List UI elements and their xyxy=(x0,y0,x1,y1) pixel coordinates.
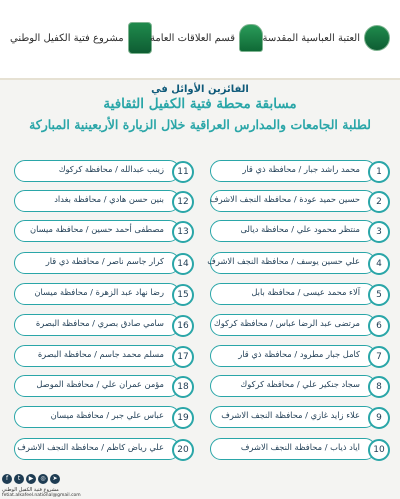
header-banner xyxy=(0,0,400,80)
winner-name: علاء زايد غازي / محافظة النجف الاشرف xyxy=(221,410,360,420)
winner-row xyxy=(208,438,390,462)
winner-name: سجاد جنكير علي / محافظة كركوك xyxy=(240,379,360,389)
public-relations-logo xyxy=(150,18,263,58)
winner-number: 19 xyxy=(172,407,194,429)
shrine-seal-icon xyxy=(364,25,390,51)
telegram-icon[interactable]: ➤ xyxy=(50,474,60,484)
winner-name: علي رياض كاظم / محافظة النجف الاشرف xyxy=(17,442,164,452)
winner-name: رضا نهاد عبد الزهرة / محافظة ميسان xyxy=(34,287,164,297)
abbas-shrine-logo-text: العتبة العباسية المقدسة xyxy=(262,32,360,44)
winner-row xyxy=(12,406,194,430)
winner-name: سامي صادق بصري / محافظة البصرة xyxy=(35,318,164,328)
winner-name: زينب عبدالله / محافظة كركوك xyxy=(58,164,164,174)
winner-row xyxy=(12,345,194,369)
winner-number: 6 xyxy=(368,315,390,337)
winner-number: 20 xyxy=(172,439,194,461)
winner-row xyxy=(208,220,390,244)
winner-name: بنين حسن هادي / محافظة بغداد xyxy=(54,194,164,204)
title-line-1: مسابقة محطة فتية الكفيل الثقافية xyxy=(103,96,297,112)
winner-number: 13 xyxy=(172,221,194,243)
footer-email[interactable]: fetiat.alkafeel.national@gmail.com xyxy=(2,493,81,498)
title-area xyxy=(0,84,400,140)
winner-number: 12 xyxy=(172,191,194,213)
winner-row xyxy=(12,160,194,184)
dome-emblem-icon xyxy=(239,24,263,52)
winner-row xyxy=(12,438,194,462)
title-line-2: لطلبة الجامعات والمدارس العراقية خلال الزيارة الأربعينية المباركة xyxy=(29,117,371,132)
abbas-shrine-logo xyxy=(262,18,390,58)
twitter-icon[interactable]: t xyxy=(14,474,24,484)
winner-number: 18 xyxy=(172,376,194,398)
winner-number: 4 xyxy=(368,253,390,275)
winner-row xyxy=(12,314,194,338)
winner-row xyxy=(208,406,390,430)
social-links xyxy=(2,474,60,484)
winner-number: 15 xyxy=(172,284,194,306)
winner-name: مؤمن عمران علي / محافظة الموصل xyxy=(36,379,164,389)
winner-row xyxy=(208,375,390,399)
winner-number: 9 xyxy=(368,407,390,429)
winner-name: اياد ذياب / محافظة النجف الاشرف xyxy=(240,442,360,452)
winner-name: عباس علي جبر / محافظة ميسان xyxy=(50,410,164,420)
winner-number: 7 xyxy=(368,346,390,368)
winner-number: 2 xyxy=(368,191,390,213)
winner-name: كرار جاسم ناصر / محافظة ذي قار xyxy=(45,256,164,266)
winner-row xyxy=(208,283,390,307)
winner-name: مصطفى أحمد حسين / محافظة ميسان xyxy=(30,224,164,234)
title-kicker: الفائزين الأوائل في xyxy=(151,84,249,95)
winner-number: 16 xyxy=(172,315,194,337)
winner-row xyxy=(208,345,390,369)
winner-number: 5 xyxy=(368,284,390,306)
winner-row xyxy=(208,160,390,184)
national-project-emblem-icon xyxy=(128,22,152,54)
winner-row xyxy=(208,314,390,338)
national-project-logo xyxy=(10,18,152,58)
winner-row xyxy=(208,252,390,276)
winner-name: محمد راشد جبار / محافظة ذي قار xyxy=(242,164,360,174)
winner-number: 8 xyxy=(368,376,390,398)
winner-row xyxy=(12,220,194,244)
winner-number: 10 xyxy=(368,439,390,461)
winner-name: منتظر محمود علي / محافظة ديالى xyxy=(240,224,360,234)
winner-number: 17 xyxy=(172,346,194,368)
winner-name: كامل جبار مطرود / محافظة ذي قار xyxy=(238,349,360,359)
facebook-icon[interactable]: f xyxy=(2,474,12,484)
instagram-icon[interactable]: ◎ xyxy=(38,474,48,484)
winner-number: 3 xyxy=(368,221,390,243)
winner-row xyxy=(12,283,194,307)
youtube-icon[interactable]: ▶ xyxy=(26,474,36,484)
winner-number: 1 xyxy=(368,161,390,183)
national-project-logo-text: مشروع فتية الكفيل الوطني xyxy=(10,32,124,44)
winner-row xyxy=(208,190,390,214)
winner-name: علي حسين يوسف / محافظة النجف الاشرف xyxy=(207,256,360,266)
winner-name: مسلم محمد جاسم / محافظة البصرة xyxy=(37,349,164,359)
winner-number: 11 xyxy=(172,161,194,183)
winner-name: آلاء محمد عيسى / محافظة بابل xyxy=(251,287,360,297)
winner-row xyxy=(12,190,194,214)
winner-name: حسين حميد عودة / محافظة النجف الاشرف xyxy=(209,194,360,204)
winner-row xyxy=(12,375,194,399)
winner-name: مرتضى عبد الرضا عباس / محافظة كركوك xyxy=(213,318,360,328)
winner-row xyxy=(12,252,194,276)
footer xyxy=(0,470,400,499)
winner-number: 14 xyxy=(172,253,194,275)
public-relations-logo-text: قسم العلاقات العامة xyxy=(150,32,235,44)
footer-project-name: مشروع فتية الكفيل الوطني xyxy=(2,487,59,493)
